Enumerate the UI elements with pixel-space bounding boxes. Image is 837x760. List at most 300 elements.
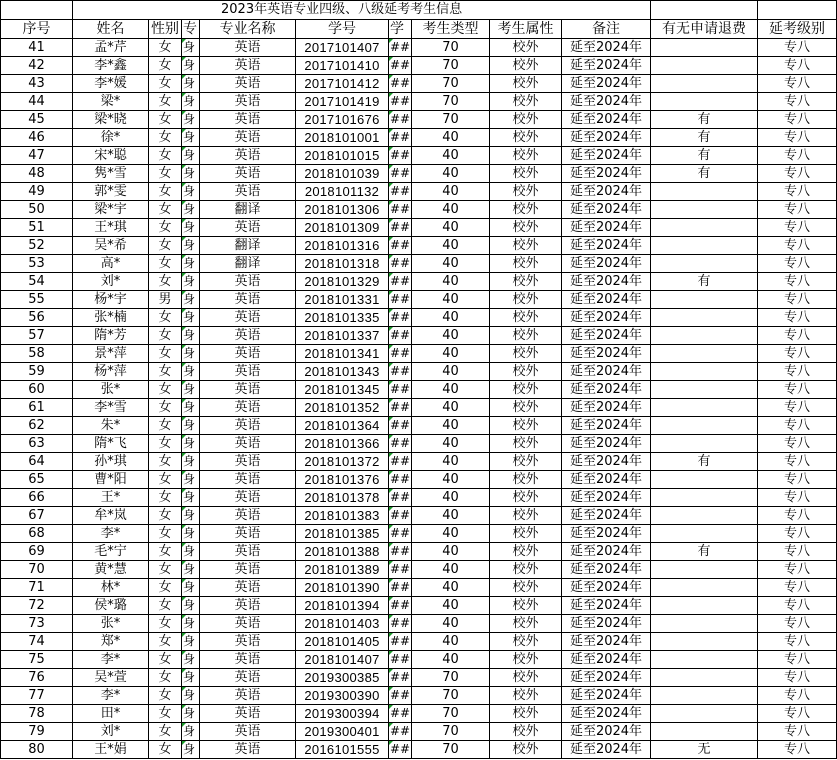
cell-exam-type[interactable]: 40	[412, 561, 490, 579]
cell-seq[interactable]: 51	[1, 219, 73, 237]
cell-major[interactable]: 英语	[200, 489, 296, 507]
cell-refund[interactable]	[651, 309, 758, 327]
cell-sex[interactable]: 女	[149, 579, 182, 597]
cell-col4[interactable]: 身	[182, 687, 200, 705]
cell-name[interactable]: 侯*璐	[73, 597, 149, 615]
cell-name[interactable]: 徐*	[73, 129, 149, 147]
cell-col4[interactable]: 身	[182, 237, 200, 255]
cell-col7[interactable]: ##	[389, 417, 412, 435]
cell-seq[interactable]: 59	[1, 363, 73, 381]
cell-level[interactable]: 专八	[758, 615, 837, 633]
cell-major[interactable]: 翻译	[200, 255, 296, 273]
cell-note[interactable]: 延至2024年	[562, 345, 651, 363]
cell-student-id[interactable]: 2018101345	[296, 381, 389, 399]
cell-note[interactable]: 延至2024年	[562, 651, 651, 669]
cell-attribute[interactable]: 校外	[490, 597, 562, 615]
cell-major[interactable]: 英语	[200, 111, 296, 129]
cell-refund[interactable]	[651, 471, 758, 489]
cell-seq[interactable]: 45	[1, 111, 73, 129]
cell-sex[interactable]: 女	[149, 399, 182, 417]
cell-refund[interactable]: 有	[651, 165, 758, 183]
cell-major[interactable]: 英语	[200, 453, 296, 471]
header-student-id[interactable]: 学号	[296, 20, 389, 39]
cell-sex[interactable]: 女	[149, 417, 182, 435]
cell-col4[interactable]: 身	[182, 543, 200, 561]
cell-attribute[interactable]: 校外	[490, 705, 562, 723]
cell-col4[interactable]: 身	[182, 579, 200, 597]
cell-name[interactable]: 王*娟	[73, 741, 149, 759]
cell-student-id[interactable]: 2018101390	[296, 579, 389, 597]
cell-name[interactable]: 景*萍	[73, 345, 149, 363]
cell-student-id[interactable]: 2018101352	[296, 399, 389, 417]
cell-sex[interactable]: 女	[149, 525, 182, 543]
cell-exam-type[interactable]: 40	[412, 489, 490, 507]
cell-student-id[interactable]: 2018101366	[296, 435, 389, 453]
cell-name[interactable]: 刘*	[73, 723, 149, 741]
cell-name[interactable]: 毛*宁	[73, 543, 149, 561]
cell-sex[interactable]: 女	[149, 597, 182, 615]
cell-col4[interactable]: 身	[182, 93, 200, 111]
cell-refund[interactable]	[651, 525, 758, 543]
cell-student-id[interactable]: 2017101407	[296, 39, 389, 57]
cell-attribute[interactable]: 校外	[490, 417, 562, 435]
cell-name[interactable]: 隽*雪	[73, 165, 149, 183]
cell-col7[interactable]: ##	[389, 165, 412, 183]
cell-exam-type[interactable]: 40	[412, 147, 490, 165]
cell-name[interactable]: 吴*萱	[73, 669, 149, 687]
cell-attribute[interactable]: 校外	[490, 111, 562, 129]
cell-note[interactable]: 延至2024年	[562, 579, 651, 597]
cell-sex[interactable]: 女	[149, 471, 182, 489]
cell-refund[interactable]	[651, 39, 758, 57]
cell-sex[interactable]: 女	[149, 363, 182, 381]
cell-col7[interactable]: ##	[389, 507, 412, 525]
cell-name[interactable]: 梁*晓	[73, 111, 149, 129]
cell-level[interactable]: 专八	[758, 507, 837, 525]
cell-note[interactable]: 延至2024年	[562, 93, 651, 111]
cell-col7[interactable]: ##	[389, 273, 412, 291]
cell-level[interactable]: 专八	[758, 453, 837, 471]
cell-col4[interactable]: 身	[182, 471, 200, 489]
cell-col4[interactable]: 身	[182, 489, 200, 507]
cell-refund[interactable]	[651, 633, 758, 651]
cell-note[interactable]: 延至2024年	[562, 201, 651, 219]
header-col7[interactable]: 学	[389, 20, 412, 39]
cell-col4[interactable]: 身	[182, 309, 200, 327]
cell-col7[interactable]: ##	[389, 453, 412, 471]
cell-major[interactable]: 翻译	[200, 201, 296, 219]
cell-note[interactable]: 延至2024年	[562, 39, 651, 57]
cell-major[interactable]: 英语	[200, 57, 296, 75]
cell-col7[interactable]: ##	[389, 363, 412, 381]
cell-level[interactable]: 专八	[758, 705, 837, 723]
header-sex[interactable]: 性别	[149, 20, 182, 39]
cell-note[interactable]: 延至2024年	[562, 543, 651, 561]
cell-seq[interactable]: 74	[1, 633, 73, 651]
cell-exam-type[interactable]: 40	[412, 363, 490, 381]
cell-exam-type[interactable]: 40	[412, 507, 490, 525]
cell-name[interactable]: 李*	[73, 651, 149, 669]
cell-seq[interactable]: 44	[1, 93, 73, 111]
cell-note[interactable]: 延至2024年	[562, 525, 651, 543]
cell-refund[interactable]: 有	[651, 111, 758, 129]
cell-seq[interactable]: 58	[1, 345, 73, 363]
cell-col7[interactable]: ##	[389, 543, 412, 561]
cell-student-id[interactable]: 2018101383	[296, 507, 389, 525]
cell-level[interactable]: 专八	[758, 201, 837, 219]
cell-name[interactable]: 牟*岚	[73, 507, 149, 525]
cell-seq[interactable]: 75	[1, 651, 73, 669]
cell-student-id[interactable]: 2016101555	[296, 741, 389, 759]
cell-col4[interactable]: 身	[182, 255, 200, 273]
cell-col7[interactable]: ##	[389, 597, 412, 615]
cell-level[interactable]: 专八	[758, 363, 837, 381]
cell-col4[interactable]: 身	[182, 219, 200, 237]
cell-col4[interactable]: 身	[182, 435, 200, 453]
cell-name[interactable]: 高*	[73, 255, 149, 273]
cell-refund[interactable]: 有	[651, 543, 758, 561]
cell-note[interactable]: 延至2024年	[562, 399, 651, 417]
cell-col7[interactable]: ##	[389, 525, 412, 543]
cell-seq[interactable]: 56	[1, 309, 73, 327]
cell-refund[interactable]	[651, 363, 758, 381]
cell-note[interactable]: 延至2024年	[562, 57, 651, 75]
cell-col4[interactable]: 身	[182, 561, 200, 579]
cell-student-id[interactable]: 2017101676	[296, 111, 389, 129]
cell-note[interactable]: 延至2024年	[562, 633, 651, 651]
cell-sex[interactable]: 女	[149, 327, 182, 345]
cell-refund[interactable]: 无	[651, 741, 758, 759]
cell-major[interactable]: 英语	[200, 579, 296, 597]
cell-col4[interactable]: 身	[182, 705, 200, 723]
cell-student-id[interactable]: 2017101410	[296, 57, 389, 75]
cell-sex[interactable]: 女	[149, 273, 182, 291]
cell-major[interactable]: 英语	[200, 723, 296, 741]
cell-exam-type[interactable]: 40	[412, 615, 490, 633]
cell-note[interactable]: 延至2024年	[562, 723, 651, 741]
cell-attribute[interactable]: 校外	[490, 633, 562, 651]
cell-col7[interactable]: ##	[389, 309, 412, 327]
cell-seq[interactable]: 48	[1, 165, 73, 183]
cell-col4[interactable]: 身	[182, 417, 200, 435]
cell-col7[interactable]: ##	[389, 237, 412, 255]
cell-col7[interactable]: ##	[389, 471, 412, 489]
cell-major[interactable]: 英语	[200, 219, 296, 237]
cell-col4[interactable]: 身	[182, 399, 200, 417]
header-note[interactable]: 备注	[562, 20, 651, 39]
cell-note[interactable]: 延至2024年	[562, 111, 651, 129]
cell-refund[interactable]	[651, 93, 758, 111]
cell-seq[interactable]: 55	[1, 291, 73, 309]
header-exam-type[interactable]: 考生类型	[412, 20, 490, 39]
cell-exam-type[interactable]: 70	[412, 687, 490, 705]
cell-seq[interactable]: 49	[1, 183, 73, 201]
cell-attribute[interactable]: 校外	[490, 75, 562, 93]
cell-student-id[interactable]: 2018101394	[296, 597, 389, 615]
cell-refund[interactable]	[651, 345, 758, 363]
cell-major[interactable]: 英语	[200, 273, 296, 291]
cell-major[interactable]: 英语	[200, 687, 296, 705]
cell-major[interactable]: 翻译	[200, 237, 296, 255]
cell-sex[interactable]: 女	[149, 309, 182, 327]
cell-name[interactable]: 李*媛	[73, 75, 149, 93]
cell-attribute[interactable]: 校外	[490, 435, 562, 453]
cell-student-id[interactable]: 2018101376	[296, 471, 389, 489]
title-blank-cell[interactable]	[651, 1, 758, 20]
cell-col4[interactable]: 身	[182, 525, 200, 543]
cell-col4[interactable]: 身	[182, 129, 200, 147]
cell-exam-type[interactable]: 70	[412, 57, 490, 75]
cell-name[interactable]: 李*鑫	[73, 57, 149, 75]
cell-sex[interactable]: 女	[149, 561, 182, 579]
cell-exam-type[interactable]: 70	[412, 111, 490, 129]
cell-attribute[interactable]: 校外	[490, 201, 562, 219]
cell-name[interactable]: 田*	[73, 705, 149, 723]
cell-name[interactable]: 张*	[73, 381, 149, 399]
cell-major[interactable]: 英语	[200, 669, 296, 687]
cell-exam-type[interactable]: 40	[412, 525, 490, 543]
cell-attribute[interactable]: 校外	[490, 237, 562, 255]
cell-exam-type[interactable]: 40	[412, 345, 490, 363]
cell-refund[interactable]	[651, 327, 758, 345]
cell-col7[interactable]: ##	[389, 687, 412, 705]
cell-student-id[interactable]: 2018101316	[296, 237, 389, 255]
cell-col7[interactable]: ##	[389, 201, 412, 219]
cell-level[interactable]: 专八	[758, 57, 837, 75]
cell-sex[interactable]: 女	[149, 111, 182, 129]
cell-level[interactable]: 专八	[758, 525, 837, 543]
cell-attribute[interactable]: 校外	[490, 57, 562, 75]
cell-exam-type[interactable]: 40	[412, 633, 490, 651]
cell-exam-type[interactable]: 40	[412, 579, 490, 597]
cell-attribute[interactable]: 校外	[490, 345, 562, 363]
cell-major[interactable]: 英语	[200, 633, 296, 651]
cell-sex[interactable]: 女	[149, 381, 182, 399]
header-level[interactable]: 延考级别	[758, 20, 837, 39]
cell-student-id[interactable]: 2018101407	[296, 651, 389, 669]
cell-attribute[interactable]: 校外	[490, 327, 562, 345]
cell-exam-type[interactable]: 40	[412, 471, 490, 489]
cell-attribute[interactable]: 校外	[490, 651, 562, 669]
cell-note[interactable]: 延至2024年	[562, 291, 651, 309]
cell-seq[interactable]: 72	[1, 597, 73, 615]
cell-exam-type[interactable]: 40	[412, 219, 490, 237]
cell-col4[interactable]: 身	[182, 291, 200, 309]
cell-attribute[interactable]: 校外	[490, 489, 562, 507]
cell-note[interactable]: 延至2024年	[562, 255, 651, 273]
cell-col4[interactable]: 身	[182, 39, 200, 57]
cell-seq[interactable]: 46	[1, 129, 73, 147]
cell-note[interactable]: 延至2024年	[562, 597, 651, 615]
cell-note[interactable]: 延至2024年	[562, 309, 651, 327]
cell-major[interactable]: 英语	[200, 435, 296, 453]
cell-note[interactable]: 延至2024年	[562, 147, 651, 165]
cell-refund[interactable]	[651, 597, 758, 615]
cell-attribute[interactable]: 校外	[490, 507, 562, 525]
cell-seq[interactable]: 61	[1, 399, 73, 417]
cell-name[interactable]: 吴*希	[73, 237, 149, 255]
cell-seq[interactable]: 65	[1, 471, 73, 489]
cell-note[interactable]: 延至2024年	[562, 615, 651, 633]
cell-sex[interactable]: 女	[149, 201, 182, 219]
cell-exam-type[interactable]: 70	[412, 669, 490, 687]
cell-note[interactable]: 延至2024年	[562, 561, 651, 579]
cell-exam-type[interactable]: 40	[412, 237, 490, 255]
cell-seq[interactable]: 71	[1, 579, 73, 597]
cell-seq[interactable]: 70	[1, 561, 73, 579]
cell-level[interactable]: 专八	[758, 543, 837, 561]
cell-major[interactable]: 英语	[200, 543, 296, 561]
cell-exam-type[interactable]: 40	[412, 453, 490, 471]
cell-seq[interactable]: 66	[1, 489, 73, 507]
cell-col4[interactable]: 身	[182, 381, 200, 399]
cell-sex[interactable]: 女	[149, 435, 182, 453]
cell-attribute[interactable]: 校外	[490, 291, 562, 309]
cell-refund[interactable]	[651, 291, 758, 309]
cell-sex[interactable]: 女	[149, 651, 182, 669]
cell-name[interactable]: 梁*宇	[73, 201, 149, 219]
cell-sex[interactable]: 女	[149, 345, 182, 363]
cell-major[interactable]: 英语	[200, 741, 296, 759]
cell-seq[interactable]: 54	[1, 273, 73, 291]
cell-col4[interactable]: 身	[182, 183, 200, 201]
cell-student-id[interactable]: 2018101306	[296, 201, 389, 219]
cell-seq[interactable]: 79	[1, 723, 73, 741]
cell-note[interactable]: 延至2024年	[562, 75, 651, 93]
cell-note[interactable]: 延至2024年	[562, 381, 651, 399]
cell-col4[interactable]: 身	[182, 723, 200, 741]
cell-major[interactable]: 英语	[200, 129, 296, 147]
cell-name[interactable]: 王*琪	[73, 219, 149, 237]
cell-col4[interactable]: 身	[182, 597, 200, 615]
cell-student-id[interactable]: 2018101389	[296, 561, 389, 579]
cell-col4[interactable]: 身	[182, 147, 200, 165]
cell-col4[interactable]: 身	[182, 273, 200, 291]
cell-student-id[interactable]: 2018101001	[296, 129, 389, 147]
cell-student-id[interactable]: 2018101364	[296, 417, 389, 435]
cell-col4[interactable]: 身	[182, 165, 200, 183]
cell-attribute[interactable]: 校外	[490, 579, 562, 597]
cell-note[interactable]: 延至2024年	[562, 363, 651, 381]
cell-attribute[interactable]: 校外	[490, 219, 562, 237]
cell-name[interactable]: 李*	[73, 525, 149, 543]
cell-name[interactable]: 隋*飞	[73, 435, 149, 453]
cell-note[interactable]: 延至2024年	[562, 489, 651, 507]
cell-col7[interactable]: ##	[389, 435, 412, 453]
cell-level[interactable]: 专八	[758, 237, 837, 255]
cell-exam-type[interactable]: 70	[412, 705, 490, 723]
cell-exam-type[interactable]: 70	[412, 39, 490, 57]
cell-name[interactable]: 李*雪	[73, 399, 149, 417]
cell-attribute[interactable]: 校外	[490, 669, 562, 687]
cell-level[interactable]: 专八	[758, 291, 837, 309]
cell-student-id[interactable]: 2018101341	[296, 345, 389, 363]
cell-note[interactable]: 延至2024年	[562, 183, 651, 201]
cell-student-id[interactable]: 2017101419	[296, 93, 389, 111]
header-attribute[interactable]: 考生属性	[490, 20, 562, 39]
cell-attribute[interactable]: 校外	[490, 147, 562, 165]
cell-name[interactable]: 梁*	[73, 93, 149, 111]
cell-col7[interactable]: ##	[389, 561, 412, 579]
cell-sex[interactable]: 女	[149, 129, 182, 147]
cell-refund[interactable]	[651, 579, 758, 597]
cell-attribute[interactable]: 校外	[490, 399, 562, 417]
cell-note[interactable]: 延至2024年	[562, 417, 651, 435]
cell-level[interactable]: 专八	[758, 561, 837, 579]
title-blank-cell[interactable]	[758, 1, 837, 20]
cell-attribute[interactable]: 校外	[490, 273, 562, 291]
cell-seq[interactable]: 63	[1, 435, 73, 453]
cell-refund[interactable]: 有	[651, 147, 758, 165]
cell-seq[interactable]: 78	[1, 705, 73, 723]
cell-level[interactable]: 专八	[758, 651, 837, 669]
cell-refund[interactable]: 有	[651, 129, 758, 147]
cell-exam-type[interactable]: 70	[412, 93, 490, 111]
cell-exam-type[interactable]: 70	[412, 723, 490, 741]
cell-level[interactable]: 专八	[758, 147, 837, 165]
cell-major[interactable]: 英语	[200, 327, 296, 345]
cell-name[interactable]: 杨*萍	[73, 363, 149, 381]
cell-col7[interactable]: ##	[389, 345, 412, 363]
cell-seq[interactable]: 47	[1, 147, 73, 165]
cell-sex[interactable]: 女	[149, 489, 182, 507]
cell-exam-type[interactable]: 40	[412, 543, 490, 561]
header-seq[interactable]: 序号	[1, 20, 73, 39]
cell-exam-type[interactable]: 70	[412, 75, 490, 93]
cell-note[interactable]: 延至2024年	[562, 669, 651, 687]
cell-major[interactable]: 英语	[200, 75, 296, 93]
cell-refund[interactable]	[651, 183, 758, 201]
cell-student-id[interactable]: 2018101331	[296, 291, 389, 309]
cell-attribute[interactable]: 校外	[490, 363, 562, 381]
cell-sex[interactable]: 女	[149, 705, 182, 723]
cell-note[interactable]: 延至2024年	[562, 219, 651, 237]
cell-sex[interactable]: 女	[149, 39, 182, 57]
cell-attribute[interactable]: 校外	[490, 165, 562, 183]
cell-level[interactable]: 专八	[758, 345, 837, 363]
cell-student-id[interactable]: 2018101309	[296, 219, 389, 237]
cell-attribute[interactable]: 校外	[490, 561, 562, 579]
cell-col7[interactable]: ##	[389, 723, 412, 741]
cell-seq[interactable]: 57	[1, 327, 73, 345]
cell-note[interactable]: 延至2024年	[562, 705, 651, 723]
cell-exam-type[interactable]: 40	[412, 651, 490, 669]
header-refund[interactable]: 有无申请退费	[651, 20, 758, 39]
cell-student-id[interactable]: 2018101388	[296, 543, 389, 561]
cell-col7[interactable]: ##	[389, 255, 412, 273]
cell-col7[interactable]: ##	[389, 579, 412, 597]
cell-name[interactable]: 宋*聪	[73, 147, 149, 165]
cell-student-id[interactable]: 2018101318	[296, 255, 389, 273]
header-col4[interactable]: 专	[182, 20, 200, 39]
cell-refund[interactable]	[651, 687, 758, 705]
cell-exam-type[interactable]: 40	[412, 417, 490, 435]
cell-refund[interactable]	[651, 75, 758, 93]
cell-sex[interactable]: 女	[149, 453, 182, 471]
cell-sex[interactable]: 女	[149, 669, 182, 687]
cell-seq[interactable]: 43	[1, 75, 73, 93]
cell-col4[interactable]: 身	[182, 507, 200, 525]
cell-refund[interactable]	[651, 255, 758, 273]
cell-exam-type[interactable]: 40	[412, 273, 490, 291]
cell-col4[interactable]: 身	[182, 615, 200, 633]
cell-note[interactable]: 延至2024年	[562, 273, 651, 291]
cell-col7[interactable]: ##	[389, 291, 412, 309]
cell-name[interactable]: 黄*慧	[73, 561, 149, 579]
cell-sex[interactable]: 女	[149, 615, 182, 633]
cell-note[interactable]: 延至2024年	[562, 507, 651, 525]
cell-sex[interactable]: 女	[149, 723, 182, 741]
